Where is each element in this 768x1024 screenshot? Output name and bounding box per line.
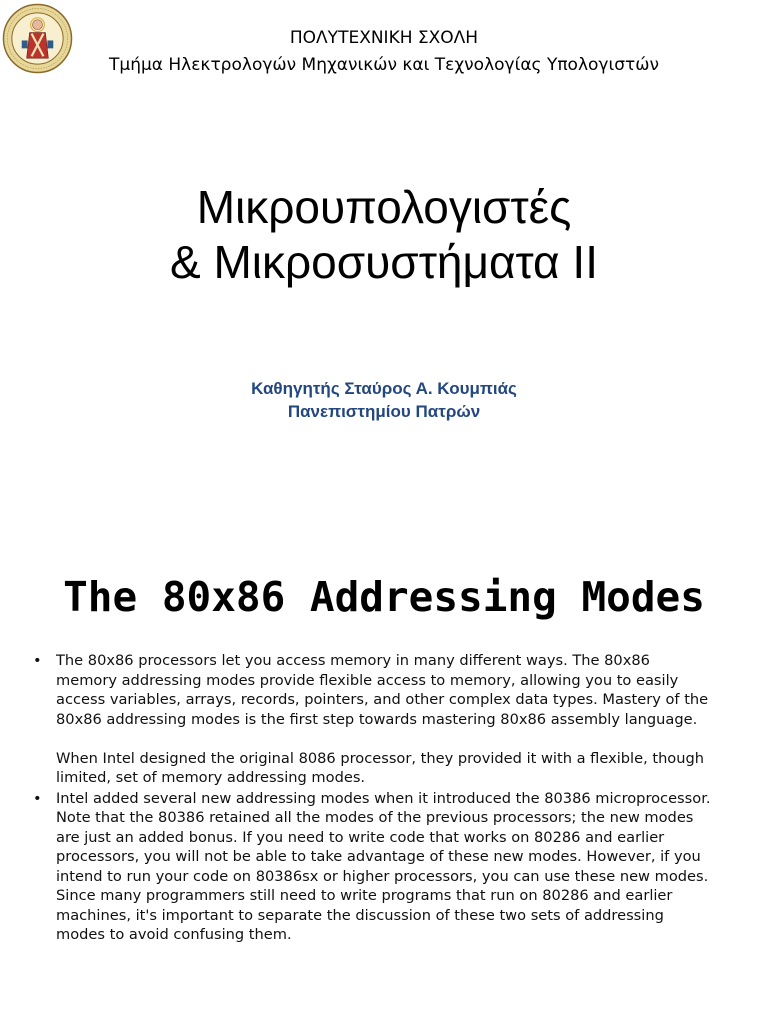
bullet-paragraph: The 80x86 processors let you access memory in many different ways. The 80x86 memory addressing modes provide flexible access to memory, allowing you to easily access variables, arrays, records, pointers, and other complex data types. Mastery of the 80x86 addressing modes is the first step towards mastering 80x86 assembly language. (56, 652, 709, 728)
author-block (0, 377, 768, 423)
bullet-list (33, 651, 713, 946)
bullet-item (33, 789, 713, 945)
bullet-dot-icon: • (33, 789, 42, 807)
bullet-dot-icon: • (33, 652, 42, 669)
bullet-paragraph: When Intel designed the original 8086 processor, they provided it with a flexible, though limited, set of memory addressing modes. (56, 749, 705, 786)
course-title (0, 180, 768, 290)
course-title-line-2: & Μικροσυστήματα ΙΙ (170, 236, 598, 288)
department-name: Τμήμα Ηλεκτρολογών Μηχανικών και Τεχνολογίας Υπολογιστών (109, 55, 659, 75)
author-name: Καθηγητής Σταύρος Α. Κουμπιάς (251, 379, 517, 398)
bullet-paragraph: Intel added several new addressing modes when it introduced the 80386 microprocessor. Note that the 80386 retained all the modes of the previous processors; the new modes are just an added bonus. If you need to write code that works on 80286 and earlier processors, you will not be able to take advantage of these new modes. However, if you intend to run your code on 80386sx or higher processors, you can use these new modes. Since many programmers still need to write programs that run on 80286 and earlier machines, it's important to separate the discussion of these two sets of addressing modes to avoid confusing them. (56, 789, 711, 943)
author-institution: Πανεπιστημίου Πατρών (287, 402, 481, 421)
school-name: ΠΟΛΥΤΕΧΝΙΚΗ ΣΧΟΛΗ (289, 28, 479, 48)
bullet-item (33, 651, 713, 788)
slide-title: The 80x86 Addressing Modes (63, 573, 705, 621)
course-title-line-1: Μικρουπολογιστές (196, 181, 572, 233)
